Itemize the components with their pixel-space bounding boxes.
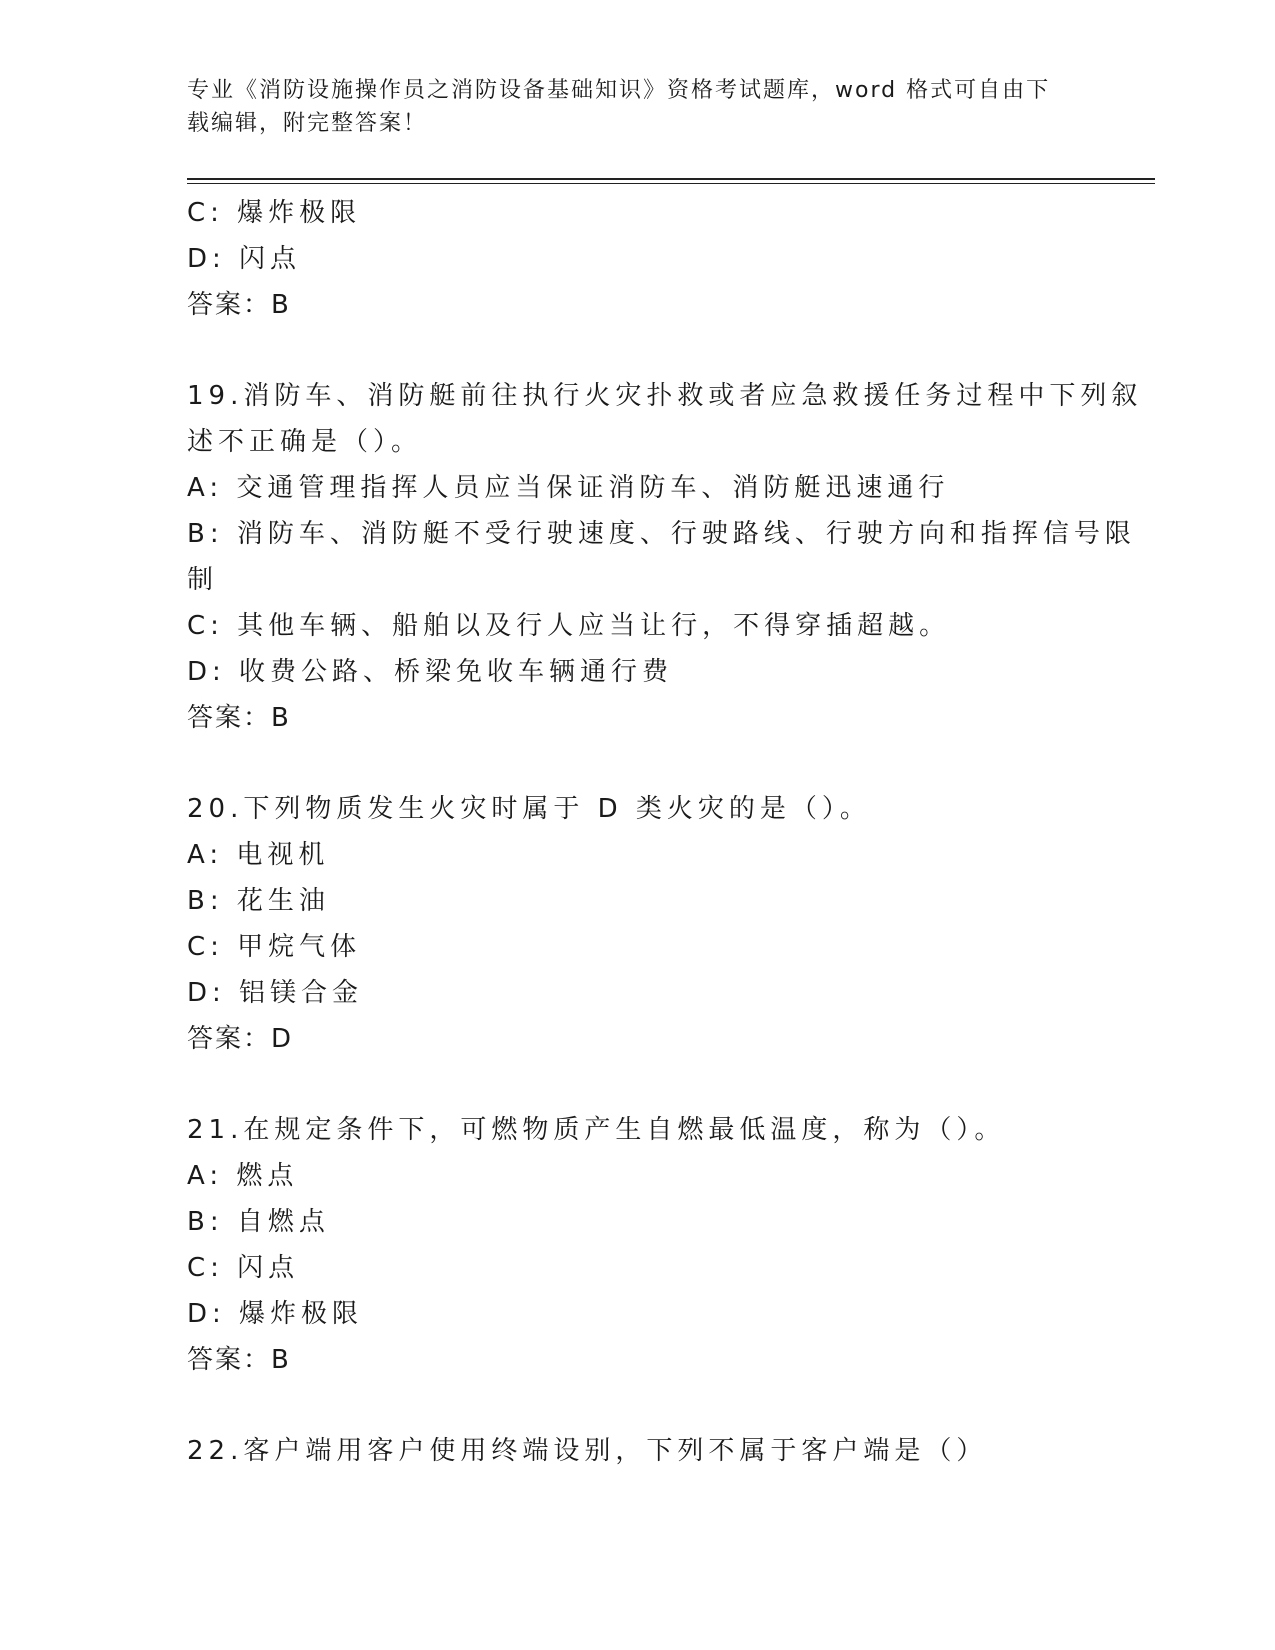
question-list <box>187 190 1143 1474</box>
q20-option-b: B: 花生油 <box>187 886 330 916</box>
prev-answer: 答案：B <box>187 290 291 320</box>
q19-answer: 答案：B <box>187 703 291 733</box>
q20-option-c: C: 甲烷气体 <box>187 932 362 962</box>
prev-option-c: C: 爆炸极限 <box>187 198 362 228</box>
q21-answer: 答案：B <box>187 1345 291 1375</box>
q19-stem-line-1: 19.消防车、消防艇前往执行火灾扑救或者应急救援任务过程中下列叙 <box>187 381 1143 411</box>
q19-stem-line-2: 述不正确是（）。 <box>187 427 423 457</box>
q19-option-d: D: 收费公路、桥梁免收车辆通行费 <box>187 657 674 687</box>
q22-stem: 22.客户端用客户使用终端设别，下列不属于客户端是（） <box>187 1436 988 1466</box>
q20-option-d: D: 铝镁合金 <box>187 978 364 1008</box>
q19-option-a: A: 交通管理指挥人员应当保证消防车、消防艇迅速通行 <box>187 473 950 503</box>
q21-option-b: B: 自燃点 <box>187 1207 330 1237</box>
document-header <box>187 74 1087 140</box>
prev-option-d: D: 闪点 <box>187 244 302 274</box>
q21-stem: 21.在规定条件下，可燃物质产生自燃最低温度，称为（）。 <box>187 1115 1006 1145</box>
q21-option-c: C: 闪点 <box>187 1253 300 1283</box>
header-line-2: 载编辑，附完整答案！ <box>187 111 428 136</box>
q20-stem: 20.下列物质发生火灾时属于 D 类火灾的是（）。 <box>187 794 871 824</box>
q20-answer: 答案：D <box>187 1024 294 1054</box>
q20-option-a: A: 电视机 <box>187 840 330 870</box>
header-line-1: 专业《消防设施操作员之消防设备基础知识》资格考试题库，word 格式可自由下 <box>187 78 1051 103</box>
q19-option-b-line-2: 制 <box>187 565 219 595</box>
q19-option-b-line-1: B: 消防车、消防艇不受行驶速度、行驶路线、行驶方向和指挥信号限 <box>187 519 1136 549</box>
q21-option-d: D: 爆炸极限 <box>187 1299 364 1329</box>
header-divider-thin <box>187 183 1155 184</box>
header-divider-thick <box>187 178 1155 180</box>
q21-option-a: A: 燃点 <box>187 1161 299 1191</box>
q19-option-c: C: 其他车辆、船舶以及行人应当让行，不得穿插超越。 <box>187 611 951 641</box>
